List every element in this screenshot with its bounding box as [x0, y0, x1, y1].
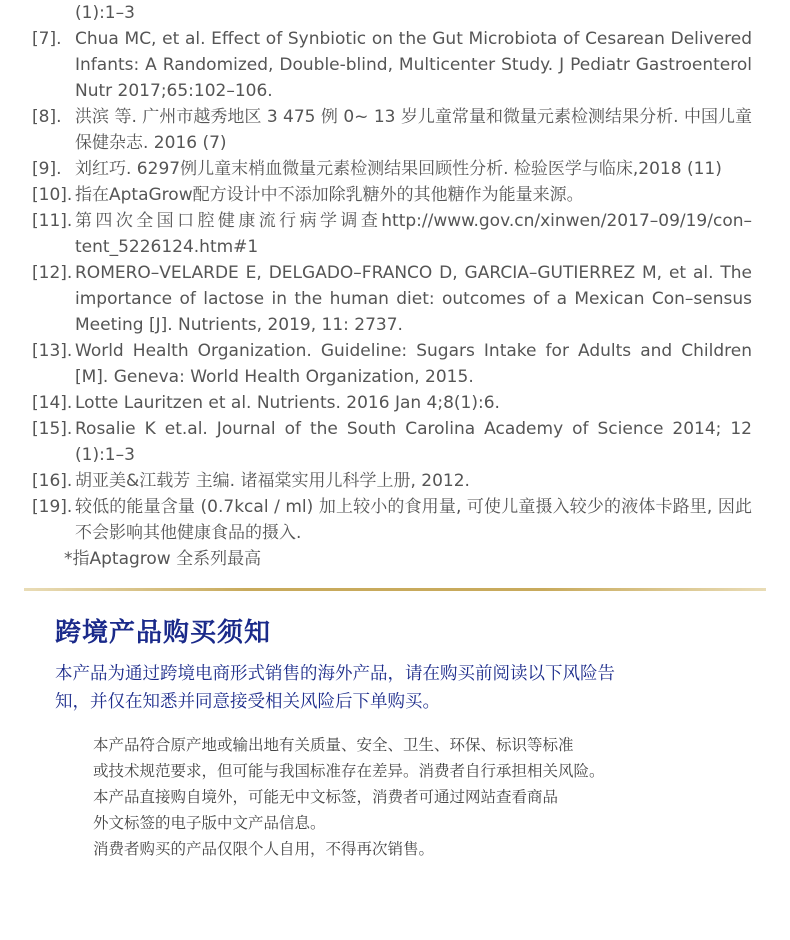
reference-text: Chua MC, et al. Effect of Synbiotic on the Gut Microbiota of Cesarean Delivered Infants: A Randomized, Double-blind, Multicenter Study. J Pediatr Gastroenterol Nutr 2017;65:102–106. — [75, 29, 752, 101]
notice-intro-line: 知，并仅在知悉并同意接受相关风险后下单购买。 — [55, 692, 440, 712]
reference-text: 胡亚美&江载芳 主编. 诸福棠实用儿科学上册, 2012. — [75, 471, 470, 491]
notice-title: 跨境产品购买须知 — [55, 618, 272, 648]
reference-text: Rosalie K et.al. Journal of the South Carolina Academy of Science 2014; 12 (1):1–3 — [75, 419, 752, 465]
reference-item — [32, 338, 752, 390]
reference-text: 洪滨 等. 广州市越秀地区 3 475 例 0~ 13 岁儿童常量和微量元素检测结果分析. 中国儿童保健杂志. 2016 (7) — [75, 107, 752, 153]
reference-text: Lotte Lauritzen et al. Nutrients. 2016 Jan 4;8(1):6. — [75, 393, 500, 413]
reference-text: 指在AptaGrow配方设计中不添加除乳糖外的其他糖作为能量来源。 — [75, 185, 584, 205]
reference-number: [7]. — [32, 29, 62, 49]
reference-item — [32, 26, 752, 104]
reference-item — [32, 182, 752, 208]
footnote: *指Aptagrow 全系列最高 — [64, 549, 262, 569]
notice-item-line: 本产品直接购自境外，可能无中文标签，消费者可通过网站查看商品 — [93, 788, 559, 806]
notice-item-line: 消费者购买的产品仅限个人自用，不得再次销售。 — [93, 840, 435, 858]
gold-divider — [24, 588, 766, 591]
reference-number: [12]. — [32, 263, 73, 283]
reference-number: [10]. — [32, 185, 73, 205]
reference-number: [19]. — [32, 497, 73, 517]
reference-text: 刘红巧. 6297例儿童末梢血微量元素检测结果回顾性分析. 检验医学与临床,2018 (11) — [75, 159, 722, 179]
notice-item-line: 外文标签的电子版中文产品信息。 — [93, 814, 326, 832]
reference-text: (1):1–3 — [75, 3, 135, 23]
reference-item — [32, 0, 752, 26]
reference-number: [16]. — [32, 471, 73, 491]
reference-text: 第四次全国口腔健康流行病学调查http://www.gov.cn/xinwen/2017–09/19/con–tent_5226124.htm#1 — [75, 211, 752, 257]
reference-number: [13]. — [32, 341, 73, 361]
reference-item — [32, 260, 752, 338]
reference-item — [32, 208, 752, 260]
reference-item — [32, 156, 752, 182]
reference-list — [32, 0, 752, 572]
reference-number: [9]. — [32, 159, 62, 179]
reference-text: ROMERO–VELARDE E, DELGADO–FRANCO D, GARCIA–GUTIERREZ M, et al. The importance of lactose in the human diet: outcomes of a Mexican Con–sensus Meeting [J]. Nutrients, 2019, 11: 2737. — [75, 263, 752, 335]
notice-item-line: 或技术规范要求，但可能与我国标准存在差异。消费者自行承担相关风险。 — [93, 762, 605, 780]
notice-intro-line: 本产品为通过跨境电商形式销售的海外产品，请在购买前阅读以下风险告 — [55, 664, 615, 684]
notice-intro — [55, 660, 715, 716]
notice-items — [93, 732, 733, 862]
notice-item-line: 本产品符合原产地或输出地有关质量、安全、卫生、环保、标识等标准 — [93, 736, 574, 754]
reference-number: [11]. — [32, 211, 73, 231]
reference-item — [32, 416, 752, 468]
reference-number: [15]. — [32, 419, 73, 439]
reference-item — [32, 104, 752, 156]
reference-item — [32, 390, 752, 416]
reference-number: [8]. — [32, 107, 62, 127]
reference-text: World Health Organization. Guideline: Sugars Intake for Adults and Children [M]. Geneva: World Health Organization, 2015. — [75, 341, 752, 387]
reference-item — [32, 468, 752, 494]
reference-text: 较低的能量含量 (0.7kcal / ml) 加上较小的食用量, 可使儿童摄入较少的液体卡路里, 因此不会影响其他健康食品的摄入. — [75, 497, 752, 543]
reference-item — [32, 494, 752, 546]
reference-number: [14]. — [32, 393, 73, 413]
